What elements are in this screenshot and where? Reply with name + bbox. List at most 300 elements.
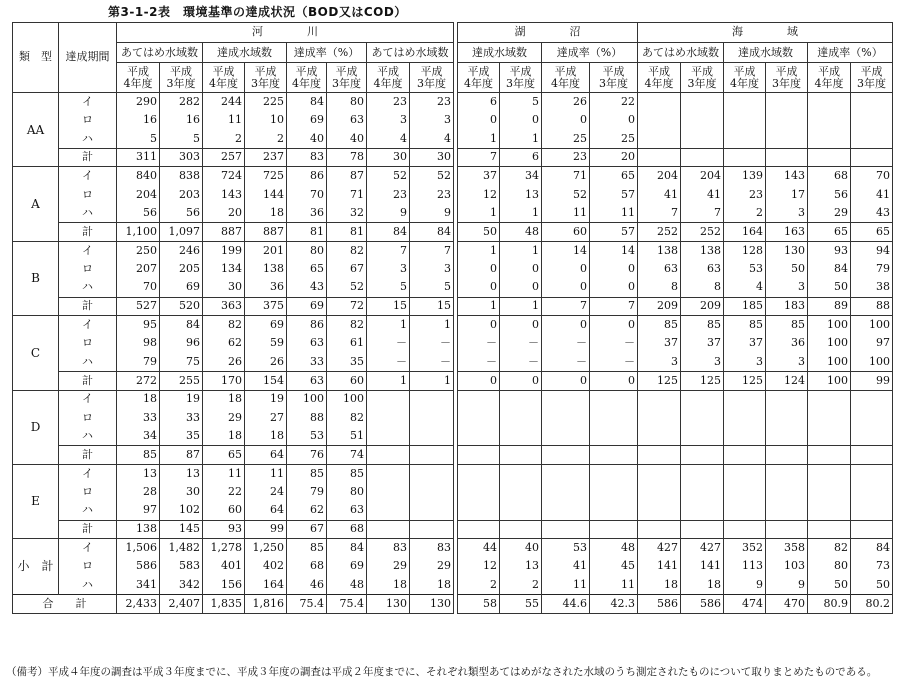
- sea-value: 3: [681, 353, 724, 372]
- lake-value: [500, 409, 542, 428]
- river-value: 170: [203, 371, 245, 390]
- river-value: 71: [327, 185, 367, 204]
- river-table: [12, 22, 454, 614]
- year-h3-header: 平成 3年度: [410, 63, 454, 93]
- sea-value: 80: [808, 557, 851, 576]
- lake-value: 20: [590, 148, 638, 167]
- river-value: 75: [160, 353, 203, 372]
- river-value: 81: [327, 223, 367, 242]
- lake-value: －: [500, 353, 542, 372]
- sea-value: [808, 111, 851, 130]
- sea-value: 63: [681, 260, 724, 279]
- sea-value: [638, 390, 681, 409]
- river-value: 250: [117, 241, 160, 260]
- lake-value: 57: [590, 223, 638, 242]
- lake-value: －: [542, 334, 590, 353]
- sea-value: 252: [681, 223, 724, 242]
- sea-value: 125: [724, 371, 766, 390]
- river-value: 56: [160, 204, 203, 223]
- river-value: 156: [203, 576, 245, 595]
- sea-value: 209: [638, 297, 681, 316]
- river-value: 40: [327, 130, 367, 149]
- river-value: －: [367, 334, 410, 353]
- lake-value: 1: [458, 204, 500, 223]
- lake-value: [542, 390, 590, 409]
- sea-value: 103: [766, 557, 808, 576]
- table-row: [13, 130, 454, 149]
- type-header: 類 型: [13, 23, 59, 93]
- river-value: 84: [410, 223, 454, 242]
- sea-value: [808, 93, 851, 112]
- river-value: [410, 502, 454, 521]
- river-value: 69: [287, 297, 327, 316]
- river-value: 35: [327, 353, 367, 372]
- sea-value: [681, 464, 724, 483]
- river-value: 725: [245, 167, 287, 186]
- river-value: 1,097: [160, 223, 203, 242]
- sea-value: [638, 483, 681, 502]
- lake-value: 0: [590, 278, 638, 297]
- river-value: 199: [203, 241, 245, 260]
- table-row: [458, 93, 893, 112]
- river-value: 69: [287, 111, 327, 130]
- sea-value: [808, 464, 851, 483]
- sea-value: 50: [851, 576, 893, 595]
- lake-value: －: [458, 334, 500, 353]
- river-value: 13: [160, 464, 203, 483]
- sea-value: [808, 148, 851, 167]
- table-row: [458, 241, 893, 260]
- river-value: 80: [287, 241, 327, 260]
- lake-value: 45: [590, 557, 638, 576]
- river-value: 63: [327, 502, 367, 521]
- lake-value: 0: [458, 260, 500, 279]
- applied-header: あてはめ水域数: [117, 43, 203, 63]
- river-value: 887: [245, 223, 287, 242]
- river-value: 78: [327, 148, 367, 167]
- river-value: 88: [287, 409, 327, 428]
- river-value: 82: [203, 316, 245, 335]
- river-value: 19: [245, 390, 287, 409]
- river-value: 18: [117, 390, 160, 409]
- sea-value: 100: [851, 353, 893, 372]
- river-value: 85: [287, 539, 327, 558]
- river-value: 61: [327, 334, 367, 353]
- period-label: 計: [59, 297, 117, 316]
- lake-value: 14: [542, 241, 590, 260]
- river-value: 2: [203, 130, 245, 149]
- sea-value: [766, 464, 808, 483]
- sea-value: [808, 390, 851, 409]
- sea-value: 125: [638, 371, 681, 390]
- river-value: 887: [203, 223, 245, 242]
- total-row: [458, 223, 893, 242]
- lake-value: 71: [542, 167, 590, 186]
- river-value: 3: [410, 260, 454, 279]
- river-value: 93: [203, 520, 245, 539]
- lake-total-value: 55: [500, 595, 542, 614]
- river-value: 34: [117, 427, 160, 446]
- lake-value: 11: [542, 204, 590, 223]
- grand-total-label: 合 計: [13, 595, 117, 614]
- total-row: [13, 148, 454, 167]
- lake-value: 40: [500, 539, 542, 558]
- sea-value: 125: [681, 371, 724, 390]
- river-value: 69: [327, 557, 367, 576]
- river-value: 1,250: [245, 539, 287, 558]
- sea-value: [766, 483, 808, 502]
- river-total-value: 1,816: [245, 595, 287, 614]
- sea-value: 204: [638, 167, 681, 186]
- river-value: 40: [287, 130, 327, 149]
- table-row: [458, 557, 893, 576]
- table-row: [458, 502, 893, 521]
- sea-value: 141: [681, 557, 724, 576]
- river-value: 69: [245, 316, 287, 335]
- sea-value: 37: [724, 334, 766, 353]
- table-row: [458, 464, 893, 483]
- sea-value: [766, 502, 808, 521]
- total-row: [458, 297, 893, 316]
- river-total-value: 130: [367, 595, 410, 614]
- river-value: 20: [203, 204, 245, 223]
- sea-value: [724, 111, 766, 130]
- river-value: 13: [117, 464, 160, 483]
- sea-value: 113: [724, 557, 766, 576]
- year-h4-header: 平成 4年度: [458, 63, 500, 93]
- sea-applied-header: あてはめ水域数: [638, 43, 724, 63]
- lake-value: [458, 520, 500, 539]
- period-label: イ: [59, 241, 117, 260]
- river-value: [410, 520, 454, 539]
- lake-value: 11: [590, 576, 638, 595]
- river-value: 29: [367, 557, 410, 576]
- river-value: 203: [160, 185, 203, 204]
- table-row: [458, 483, 893, 502]
- sea-value: [851, 409, 893, 428]
- lake-value: 0: [500, 316, 542, 335]
- sea-value: 37: [638, 334, 681, 353]
- lake-value: 0: [542, 316, 590, 335]
- river-value: 363: [203, 297, 245, 316]
- lake-value: 0: [542, 278, 590, 297]
- total-row: [13, 223, 454, 242]
- sea-value: [766, 390, 808, 409]
- lake-value: [458, 427, 500, 446]
- sea-value: 50: [766, 260, 808, 279]
- lake-value: 11: [542, 576, 590, 595]
- river-value: 30: [203, 278, 245, 297]
- river-value: 143: [203, 185, 245, 204]
- lake-value: 1: [458, 241, 500, 260]
- sea-total-value: 474: [724, 595, 766, 614]
- river-value: 86: [287, 316, 327, 335]
- sea-value: 82: [808, 539, 851, 558]
- river-value: 68: [327, 520, 367, 539]
- type-label: B: [13, 241, 59, 315]
- table-row: [13, 390, 454, 409]
- period-label: イ: [59, 464, 117, 483]
- lake-value: 1: [458, 297, 500, 316]
- river-value: 586: [117, 557, 160, 576]
- sea-value: 29: [808, 204, 851, 223]
- period-label: ロ: [59, 111, 117, 130]
- sea-value: [808, 483, 851, 502]
- lake-value: 44: [458, 539, 500, 558]
- achieved-header: 達成水域数: [203, 43, 287, 63]
- river-value: 24: [245, 483, 287, 502]
- sea-value: 141: [638, 557, 681, 576]
- table-row: [458, 111, 893, 130]
- lake-value: 26: [542, 93, 590, 112]
- river-total-value: 2,407: [160, 595, 203, 614]
- year-h3-header: 平成 3年度: [160, 63, 203, 93]
- sea-value: 7: [681, 204, 724, 223]
- river-value: 18: [245, 427, 287, 446]
- river-total-value: 75.4: [327, 595, 367, 614]
- lake-value: 65: [590, 167, 638, 186]
- period-label: ロ: [59, 260, 117, 279]
- lake-value: －: [458, 353, 500, 372]
- sea-value: 84: [851, 539, 893, 558]
- table-row: [458, 316, 893, 335]
- year-h4-header: 平成 4年度: [117, 63, 160, 93]
- lake-value: 0: [590, 260, 638, 279]
- lake-value: 5: [500, 93, 542, 112]
- lake-value: 52: [542, 185, 590, 204]
- sea-value: 3: [724, 353, 766, 372]
- lake-achieved-header: 達成水域数: [458, 43, 542, 63]
- river-value: 74: [327, 446, 367, 465]
- river-value: 69: [160, 278, 203, 297]
- river-value: 87: [327, 167, 367, 186]
- river-value: 11: [203, 464, 245, 483]
- sea-value: [808, 409, 851, 428]
- river-value: 1,482: [160, 539, 203, 558]
- year-h4-header: 平成 4年度: [203, 63, 245, 93]
- sea-achieved-header: 達成水域数: [724, 43, 808, 63]
- river-value: 1,506: [117, 539, 160, 558]
- lake-value: 0: [542, 111, 590, 130]
- river-value: 5: [160, 130, 203, 149]
- lake-value: [500, 464, 542, 483]
- lake-value: －: [590, 334, 638, 353]
- table-row: [13, 502, 454, 521]
- sea-value: 17: [766, 185, 808, 204]
- year-h3-header: 平成 3年度: [851, 63, 893, 93]
- lake-value: 1: [458, 130, 500, 149]
- river-value: 29: [203, 409, 245, 428]
- river-value: 520: [160, 297, 203, 316]
- river-value: 9: [410, 204, 454, 223]
- lake-value: [500, 427, 542, 446]
- lake-value: 1: [500, 204, 542, 223]
- table-row: [13, 557, 454, 576]
- river-value: 205: [160, 260, 203, 279]
- sea-value: [851, 502, 893, 521]
- sea-value: 204: [681, 167, 724, 186]
- year-h4-header: 平成 4年度: [287, 63, 327, 93]
- sea-value: 352: [724, 539, 766, 558]
- lake-value: [500, 390, 542, 409]
- river-value: 81: [287, 223, 327, 242]
- river-value: 840: [117, 167, 160, 186]
- period-label: ハ: [59, 278, 117, 297]
- sea-value: 143: [766, 167, 808, 186]
- lake-value: 14: [590, 241, 638, 260]
- sea-value: 427: [638, 539, 681, 558]
- table-row: [458, 167, 893, 186]
- sea-value: 65: [851, 223, 893, 242]
- river-value: 72: [327, 297, 367, 316]
- sea-value: [724, 409, 766, 428]
- river-value: 225: [245, 93, 287, 112]
- river-value: 64: [245, 446, 287, 465]
- river-value: 257: [203, 148, 245, 167]
- sea-value: 128: [724, 241, 766, 260]
- river-value: 80: [327, 483, 367, 502]
- sea-value: [638, 520, 681, 539]
- river-value: 4: [410, 130, 454, 149]
- river-value: 16: [160, 111, 203, 130]
- sea-value: 93: [808, 241, 851, 260]
- lake-value: 13: [500, 557, 542, 576]
- grand-total-row: [13, 595, 454, 614]
- sea-value: 73: [851, 557, 893, 576]
- river-value: 67: [327, 260, 367, 279]
- total-row: [458, 446, 893, 465]
- sea-value: 3: [766, 278, 808, 297]
- sea-value: [766, 111, 808, 130]
- river-value: －: [410, 334, 454, 353]
- river-value: 11: [245, 464, 287, 483]
- table-row: [458, 334, 893, 353]
- sea-value: 89: [808, 297, 851, 316]
- river-value: 19: [160, 390, 203, 409]
- table-row: [13, 353, 454, 372]
- lake-sea-table: [457, 22, 893, 614]
- lake-total-value: 44.6: [542, 595, 590, 614]
- lake-value: 41: [542, 557, 590, 576]
- river-value: [367, 464, 410, 483]
- river-value: 84: [160, 316, 203, 335]
- river-value: 35: [160, 427, 203, 446]
- river-value: 70: [287, 185, 327, 204]
- year-h3-header: 平成 3年度: [681, 63, 724, 93]
- lake-value: 23: [542, 148, 590, 167]
- sea-rate-header: 達成率（%）: [808, 43, 893, 63]
- sea-value: 41: [638, 185, 681, 204]
- sea-value: 68: [808, 167, 851, 186]
- lake-value: [500, 446, 542, 465]
- sea-value: 7: [638, 204, 681, 223]
- sea-value: 85: [724, 316, 766, 335]
- year-h3-header: 平成 3年度: [590, 63, 638, 93]
- lake-value: 2: [458, 576, 500, 595]
- sea-total-value: 586: [681, 595, 724, 614]
- river-value: 85: [287, 464, 327, 483]
- lake-total-value: 58: [458, 595, 500, 614]
- table-row: [13, 427, 454, 446]
- table-row: [13, 185, 454, 204]
- total-row: [13, 520, 454, 539]
- river-value: 33: [160, 409, 203, 428]
- sea-value: 100: [808, 353, 851, 372]
- sea-value: [638, 427, 681, 446]
- lake-value: 1: [500, 241, 542, 260]
- sea-value: 138: [638, 241, 681, 260]
- river-value: [367, 427, 410, 446]
- lake-value: 2: [500, 576, 542, 595]
- sea-value: [851, 464, 893, 483]
- lake-value: [500, 502, 542, 521]
- river-value: 311: [117, 148, 160, 167]
- sea-value: 18: [681, 576, 724, 595]
- river-value: 583: [160, 557, 203, 576]
- total-row: [13, 371, 454, 390]
- lake-value: 34: [500, 167, 542, 186]
- sea-value: 130: [766, 241, 808, 260]
- river-value: 52: [410, 167, 454, 186]
- table-row: [458, 427, 893, 446]
- sea-value: [681, 130, 724, 149]
- river-value: [410, 409, 454, 428]
- total-row: [13, 446, 454, 465]
- sea-value: 252: [638, 223, 681, 242]
- sea-total-value: 80.9: [808, 595, 851, 614]
- river-value: 99: [245, 520, 287, 539]
- lake-value: [458, 446, 500, 465]
- period-label: 計: [59, 223, 117, 242]
- river-value: [410, 446, 454, 465]
- sea-value: 84: [808, 260, 851, 279]
- sea-value: 37: [681, 334, 724, 353]
- lake-value: 0: [590, 316, 638, 335]
- river-value: 52: [367, 167, 410, 186]
- lake-header: 湖 沼: [458, 23, 638, 43]
- river-total-value: 1,835: [203, 595, 245, 614]
- sea-value: [851, 427, 893, 446]
- river-value: 207: [117, 260, 160, 279]
- river-value: 255: [160, 371, 203, 390]
- year-h3-header: 平成 3年度: [766, 63, 808, 93]
- sea-value: 8: [681, 278, 724, 297]
- river-value: 204: [117, 185, 160, 204]
- table-row: [458, 390, 893, 409]
- river-value: 1: [367, 371, 410, 390]
- river-value: 401: [203, 557, 245, 576]
- river-value: 30: [367, 148, 410, 167]
- river-value: 138: [245, 260, 287, 279]
- river-value: 36: [245, 278, 287, 297]
- river-value: 246: [160, 241, 203, 260]
- period-label: ハ: [59, 427, 117, 446]
- river-value: 341: [117, 576, 160, 595]
- sea-value: [724, 520, 766, 539]
- lake-value: 6: [500, 148, 542, 167]
- river-value: 83: [287, 148, 327, 167]
- sea-value: [724, 148, 766, 167]
- sea-value: [808, 502, 851, 521]
- period-label: イ: [59, 316, 117, 335]
- lake-applied-header: あてはめ水域数: [367, 43, 454, 63]
- river-value: 46: [287, 576, 327, 595]
- sea-value: 41: [681, 185, 724, 204]
- sea-value: [766, 93, 808, 112]
- table-row: [13, 539, 454, 558]
- river-value: 96: [160, 334, 203, 353]
- river-value: 16: [117, 111, 160, 130]
